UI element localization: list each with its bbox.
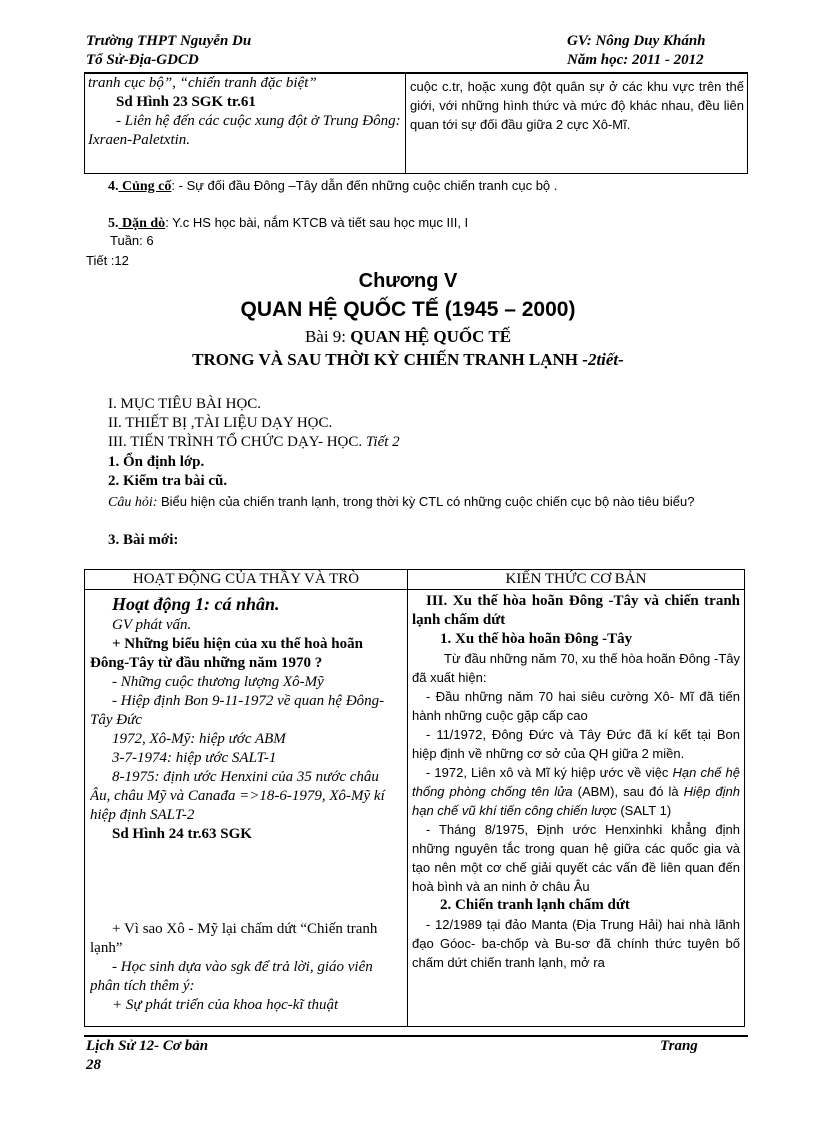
activity-line: - Học sinh dựa vào sgk để trả lời, giáo viên phân tích thêm ý:: [90, 959, 373, 994]
knowledge-paragraph: - 11/1972, Đông Đức và Tây Đức đã kí kết tại Bon hiệp định về những cơ sở của QH giữa 2 miền.: [412, 727, 740, 761]
activity-line: - Những cuộc thương lượng Xô-Mỹ: [112, 674, 324, 690]
knowledge-paragraph: - 1972, Liên xô và Mĩ ký hiệp ước về việc Hạn chế hệ thống phòng chống tên lửa (ABM), sau đó là Hiệp định hạn chế vũ khí tiến công chiến lược (SALT 1): [412, 765, 740, 818]
review-question: Câu hỏi: Biểu hiện của chiến tranh lạnh, trong thời kỳ CTL có những cuộc chiến cục bộ nào tiêu biểu?: [108, 494, 695, 510]
knowledge-cell: [412, 592, 740, 1024]
top-table-left-cell: [88, 74, 402, 172]
teacher-name: GV: Nông Duy Khánh: [567, 33, 706, 49]
activity-title: Hoạt động 1: cá nhân.: [112, 594, 280, 614]
section-equipment: II. THIẾT BỊ ,TÀI LIỆU DẠY HỌC.: [108, 415, 333, 431]
activity-line: 8-1975: định ước Henxini của 35 nước châu Âu, châu Mỹ và Canađa =>18-6-1979, Xô-Mỹ kí hiệp định SALT-2: [90, 769, 385, 823]
period-label: Tiết :12: [86, 253, 129, 268]
week-label: Tuần: 6: [110, 233, 154, 248]
footer-page-label: Trang: [660, 1038, 698, 1054]
knowledge-paragraph: - Đầu những năm 70 hai siêu cường Xô- Mĩ đã tiến hành những cuộc gặp cấp cao: [412, 689, 740, 723]
knowledge-paragraph: - 12/1989 tại đảo Manta (Địa Trung Hải) hai nhà lãnh đạo Góoc- ba-chốp và Bu-sơ đã chính thức tuyên bố chấm dứt chiến tranh lạnh, mở ra: [412, 917, 740, 970]
school-name: Trường THPT Nguyễn Du: [86, 33, 252, 49]
knowledge-paragraph: Từ đầu những năm 70, xu thế hòa hoãn Đông -Tây đã xuất hiện:: [412, 651, 740, 685]
consolidation-line: 4. Củng cố: - Sự đối đầu Đông –Tây dẫn đến những cuộc chiến tranh cục bộ .: [108, 178, 558, 194]
footer-page-number: 28: [86, 1057, 101, 1073]
top-left-line-1: tranh cục bộ”, “chiến tranh đặc biệt”: [88, 75, 317, 91]
activity-line: - Hiệp định Bon 9-11-1972 về quan hệ Đông-Tây Đức: [90, 693, 385, 728]
knowledge-paragraph: - Tháng 8/1975, Định ước Henxinhki khẳng định những nguyên tắc trong quan hệ giữa các quốc gia và tạo nên một cơ chế giải quyết các vấn đề liên quan đến hoà bình và an ninh ở châu Âu: [412, 822, 740, 894]
activity-line: 3-7-1974: hiệp ước SALT-1: [112, 750, 277, 766]
footer-rule: [84, 1035, 748, 1037]
section-objectives: I. MỤC TIÊU BÀI HỌC.: [108, 396, 262, 412]
activity-line: 1972, Xô-Mỹ: hiệp ước ABM: [112, 731, 286, 747]
chapter-title: QUAN HỆ QUỐC TẾ (1945 – 2000): [240, 298, 576, 321]
homework-line: 5. Dặn dò: Y.c HS học bài, nắm KTCB và tiết sau học mục III, I: [108, 215, 469, 231]
knowledge-heading: III. Xu thế hòa hoãn Đông -Tây và chiến tranh lạnh chấm dứt: [412, 593, 740, 628]
col-header-activities: HOẠT ĐỘNG CỦA THẦY VÀ TRÒ: [132, 571, 360, 587]
activity-line: + Vì sao Xô - Mỹ lại chấm dứt “Chiến tranh lạnh”: [90, 921, 378, 956]
step-class-order: 1. Ổn định lớp.: [108, 454, 205, 470]
activities-cell: [90, 592, 402, 1024]
knowledge-subheading-1: 1. Xu thế hòa hoãn Đông -Tây: [440, 631, 633, 647]
top-left-line-3: - Liên hệ đến các cuộc xung đột ở Trung Đông: Ixraen-Paletxtin.: [88, 113, 401, 148]
chapter-heading: Chương V: [358, 270, 458, 292]
activity-line: + Những biểu hiện của xu thế hoà hoãn Đông-Tây từ đầu những năm 1970 ?: [90, 636, 363, 671]
col-header-knowledge: KIẾN THỨC CƠ BẢN: [505, 571, 647, 587]
activity-line: Sd Hình 24 tr.63 SGK: [112, 826, 252, 842]
school-year: Năm học: 2011 - 2012: [567, 52, 704, 68]
knowledge-subheading-2: 2. Chiến tranh lạnh chấm dứt: [440, 897, 630, 913]
activity-line: GV phát vấn.: [112, 617, 192, 633]
section-process: III. TIẾN TRÌNH TỔ CHỨC DẠY- HỌC. Tiết 2: [108, 434, 400, 450]
department-name: Tổ Sử-Địa-GDCD: [86, 52, 199, 68]
lesson-title-line-2: TRONG VÀ SAU THỜI KỲ CHIẾN TRANH LẠNH -2tiết-: [192, 350, 624, 369]
footer-subject: Lịch Sử 12- Cơ bản: [86, 1038, 209, 1054]
lesson-title-line-1: Bài 9: QUAN HỆ QUỐC TẾ: [304, 327, 512, 346]
top-table-right-cell: cuộc c.tr, hoặc xung đột quân sự ở các khu vực trên thế giới, với những hình thức và mức độ khác nhau, đều liên quan tới sự đối đầu giữa 2 cực Xô-Mĩ.: [410, 79, 744, 132]
step-new-lesson: 3. Bài mới:: [108, 532, 179, 548]
step-review: 2. Kiểm tra bài cũ.: [108, 473, 228, 489]
top-left-line-2: Sd Hình 23 SGK tr.61: [116, 94, 256, 110]
activity-line: + Sự phát triển của khoa học-kĩ thuật: [112, 997, 339, 1013]
